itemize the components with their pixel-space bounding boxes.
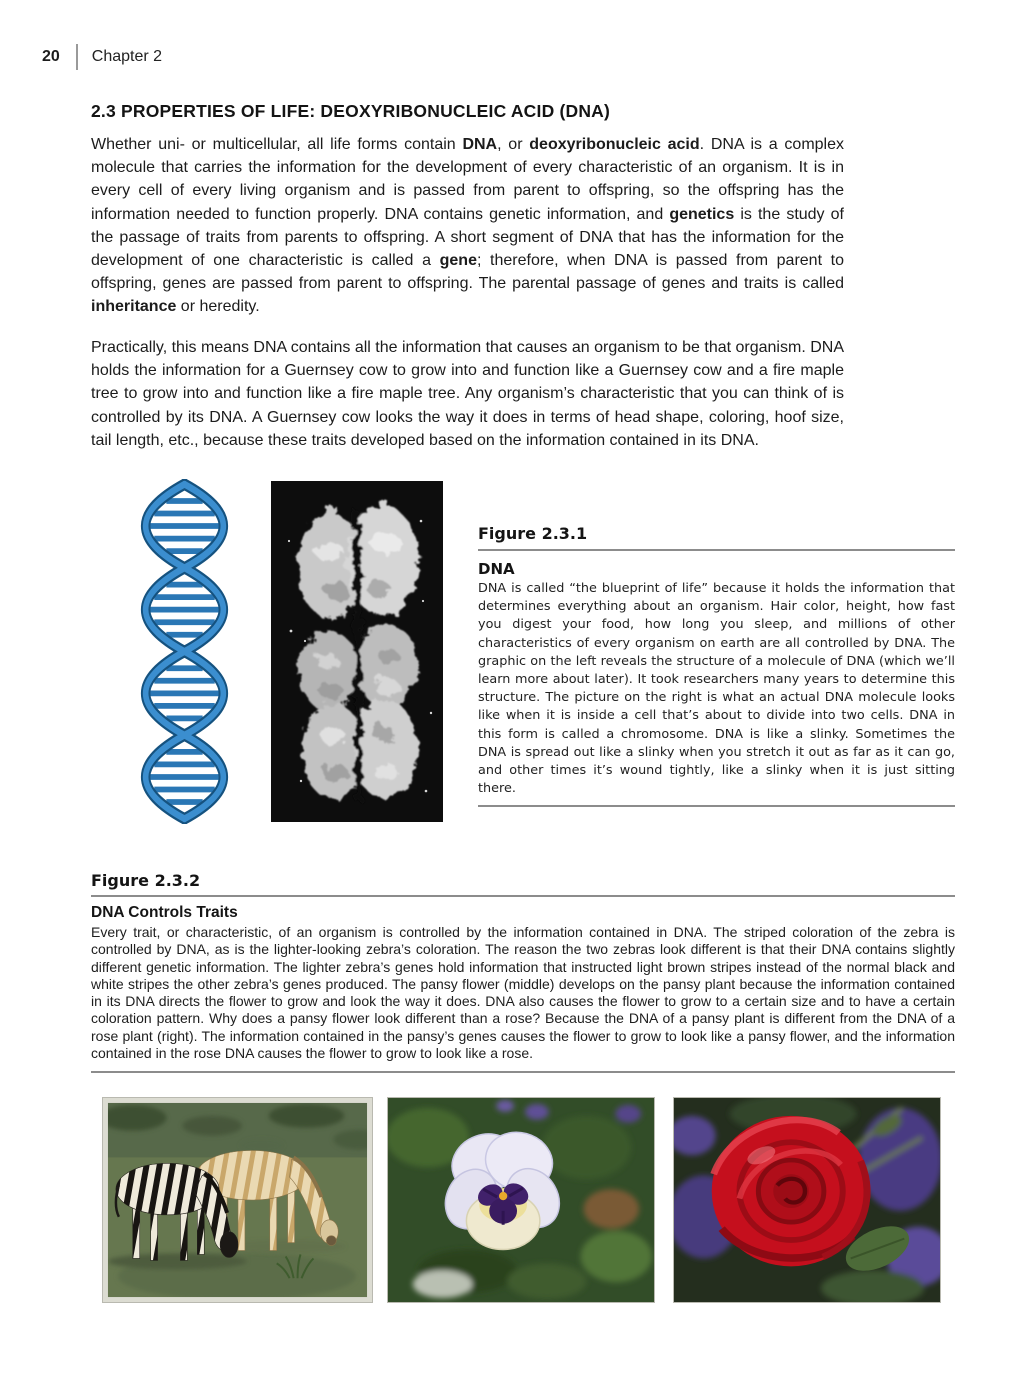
rose-photo-frame	[673, 1097, 941, 1303]
rose-bloom	[712, 1116, 871, 1267]
body-paragraph-2: Practically, this means DNA contains all the information that causes an organism to be that organism. DNA holds the information for a Guernsey cow to grow into and function like a Guernsey cow and a fire maple tree to grow into and function like a fire maple tree. Any organism’s characteristic that you can think of is controlled by its DNA. A Guernsey cow looks the way it does in terms of head shape, coloring, hoof size, tail length, etc., because these traits developed based on the information contained in its DNA.	[91, 339, 844, 449]
figure2-rule-top	[91, 895, 955, 897]
chromosome-image	[271, 481, 443, 822]
dna-helix-image	[137, 479, 232, 824]
figure1-subtitle: DNA	[478, 560, 515, 578]
figure2-caption-block	[91, 871, 955, 1073]
figure1-rule-bottom	[478, 805, 955, 807]
figure2-subtitle: DNA Controls Traits	[91, 904, 238, 921]
bold-term-gene: gene	[439, 252, 477, 270]
page-number: 20	[42, 48, 60, 65]
helix-strands	[146, 484, 224, 819]
header-divider	[76, 44, 78, 70]
pansy-photo-frame	[387, 1097, 655, 1303]
bold-term-deoxyribonucleic-acid: deoxyribonucleic acid	[529, 136, 700, 153]
text-run: . DNA is a complex molecule that carries the information for the development of every characteristic of an organism. It is in every cell of every living organism and is passed from parent to offspring, so the offspring has the information needed to function properly. DNA contains genetic information, and	[91, 136, 845, 223]
figure1-caption-text: DNA is called “the blueprint of life” because it holds the information that determines everything about an organism. Hair color, height, how fast you digest your food, how long you sleep, and millions of other characteristics of every organism on earth are all controlled by DNA. The graphic on the left reveals the structure of a molecule of DNA (which we’ll learn more about later). It took researchers many years to determine this structure. The picture on the right is what an actual DNA molecule looks like when it is inside a cell that’s about to divide into two cells. DNA in this form is called a chromosome. DNA is like a slinky. Sometimes the DNA is spread out like a slinky when you stretch it out as far as it can go, and other times it’s wound tightly, like a slinky when it is just sitting there.	[478, 581, 955, 797]
chapter-label: Chapter 2	[91, 48, 163, 65]
text-run: or heredity.	[176, 298, 260, 316]
section-title: 2.3 PROPERTIES OF LIFE: DEOXYRIBONUCLEIC ACID (DNA)	[91, 101, 611, 121]
text-run: , or	[497, 136, 530, 153]
bold-term-inheritance: inheritance	[91, 298, 177, 316]
text-run: is the study of the passage of traits from parents to offspring. A short segment of DNA that has the information for the development of one characteristic is called a	[91, 205, 844, 270]
text-run: ; therefore, when DNA is passed from parent to offspring, genes are passed from parent to offspring. The parental passage of genes and traits is called	[91, 252, 845, 293]
figure1-rule-top	[478, 549, 955, 551]
page-header	[42, 44, 162, 70]
bold-term-dna: DNA	[462, 136, 498, 153]
text-run: Whether uni- or multicellular, all life forms contain	[91, 136, 463, 153]
figure2-rule-bottom	[91, 1071, 955, 1073]
intro-paragraph	[91, 133, 844, 319]
chromatid-lobes	[297, 499, 419, 801]
pansy-flower-image	[388, 1098, 654, 1302]
bold-term-genetics: genetics	[669, 205, 735, 223]
red-rose-image	[674, 1098, 940, 1302]
figure2-label: Figure 2.3.2	[91, 871, 201, 890]
figure1-caption-block	[478, 524, 955, 807]
figure2-caption-text: Every trait, or characteristic, of an organism is controlled by the information contained in DNA. The striped coloration of the zebra is controlled by DNA, as is the lighter-looking zebra’s coloration. The reason the two zebras look different is that their DNA contains slightly different genetic information. The lighter zebra’s genes hold information that instructed light brown stripes instead of the normal black and white stripes the other zebra’s genes produced. The pansy flower (middle) develops on the pansy plant because the information contained in its DNA directs the flower to grow and look the way it does. DNA also causes the flower to grow to a certain size and to have a certain coloration pattern. Why does a pansy flower look different than a rose? Because the DNA of a pansy plant is different from the DNA of a rose plant (right). The information contained in the pansy’s genes causes the flower to grow to look like a pansy flower, and the information contained in the rose DNA causes the flower to grow to look like a rose.	[91, 924, 955, 1062]
figure1-label: Figure 2.3.1	[478, 524, 588, 543]
zebra-photo-frame	[102, 1097, 373, 1303]
zebras-grazing-image	[103, 1098, 372, 1302]
